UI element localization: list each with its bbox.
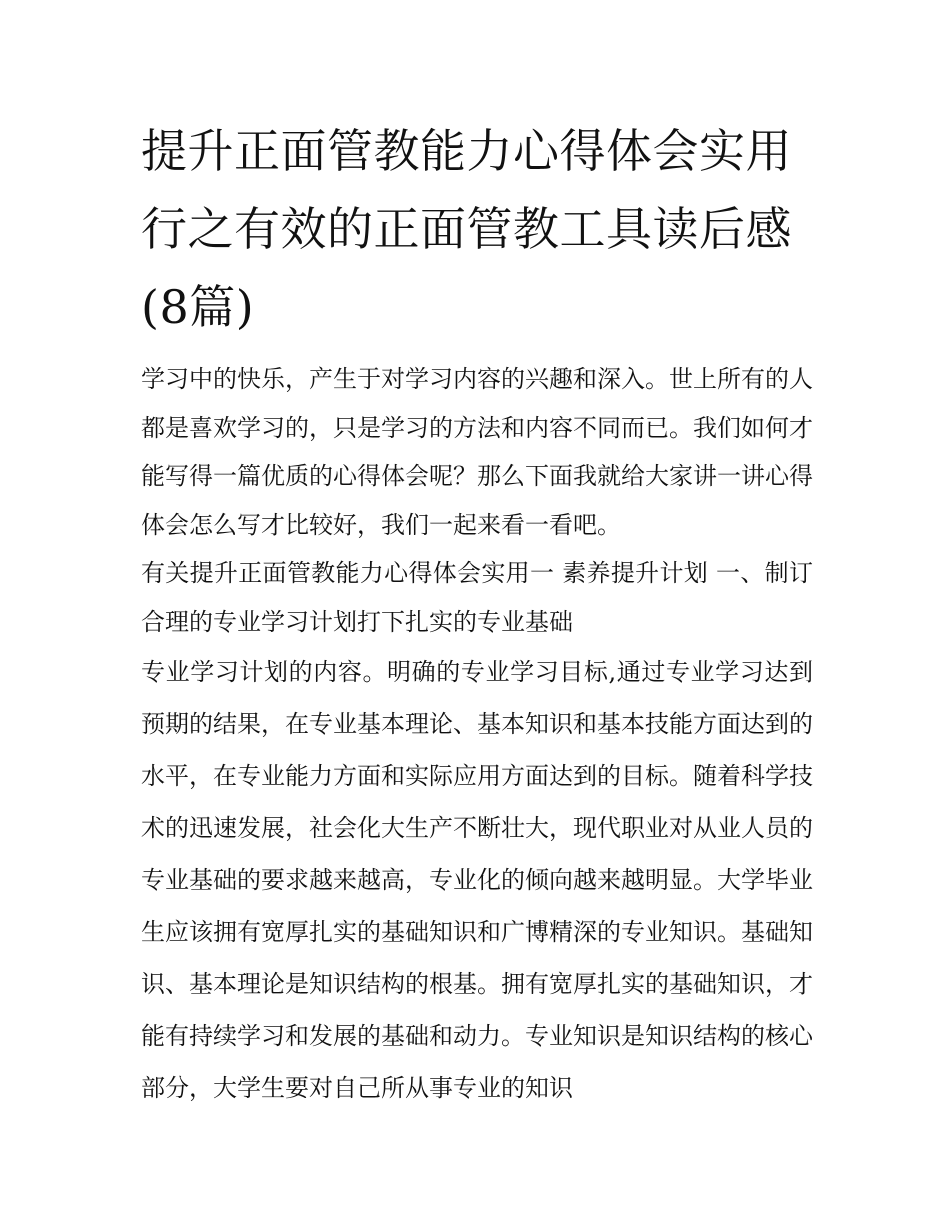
intro-paragraph: 学习中的快乐，产生于对学习内容的兴趣和深入。世上所有的人都是喜欢学习的，只是学习的方法和内容不同而已。我们如何才能写得一篇优质的心得体会呢？那么下面我就给大家讲一讲心得体会怎么写才比较好，我们一起来看一看吧。 [141,365,813,539]
body-paragraph: 专业学习计划的内容。明确的专业学习目标,通过专业学习达到预期的结果，在专业基本理论、基本知识和基本技能方面达到的水平，在专业能力方面和实际应用方面达到的目标。随着科学技术的迅速发展，社会化大生产不断壮大，现代职业对从业人员的专业基础的要求越来越高，专业化的倾向越来越明显。大学毕业生应该拥有宽厚扎实的基础知识和广博精深的专业知识。基础知识、基本理论是知识结构的根基。拥有宽厚扎实的基础知识，才能有持续学习和发展的基础和动力。专业知识是知识结构的核心部分，大学生要对自己所从事专业的知识 [141,658,813,1102]
document-title: 提升正面管教能力心得体会实用 行之有效的正面管教工具读后感(8篇) [141,124,792,334]
document-body [141,112,813,1114]
section-heading-paragraph: 有关提升正面管教能力心得体会实用一 素养提升计划 一、制订合理的专业学习计划打下扎实的专业基础 [141,559,813,636]
